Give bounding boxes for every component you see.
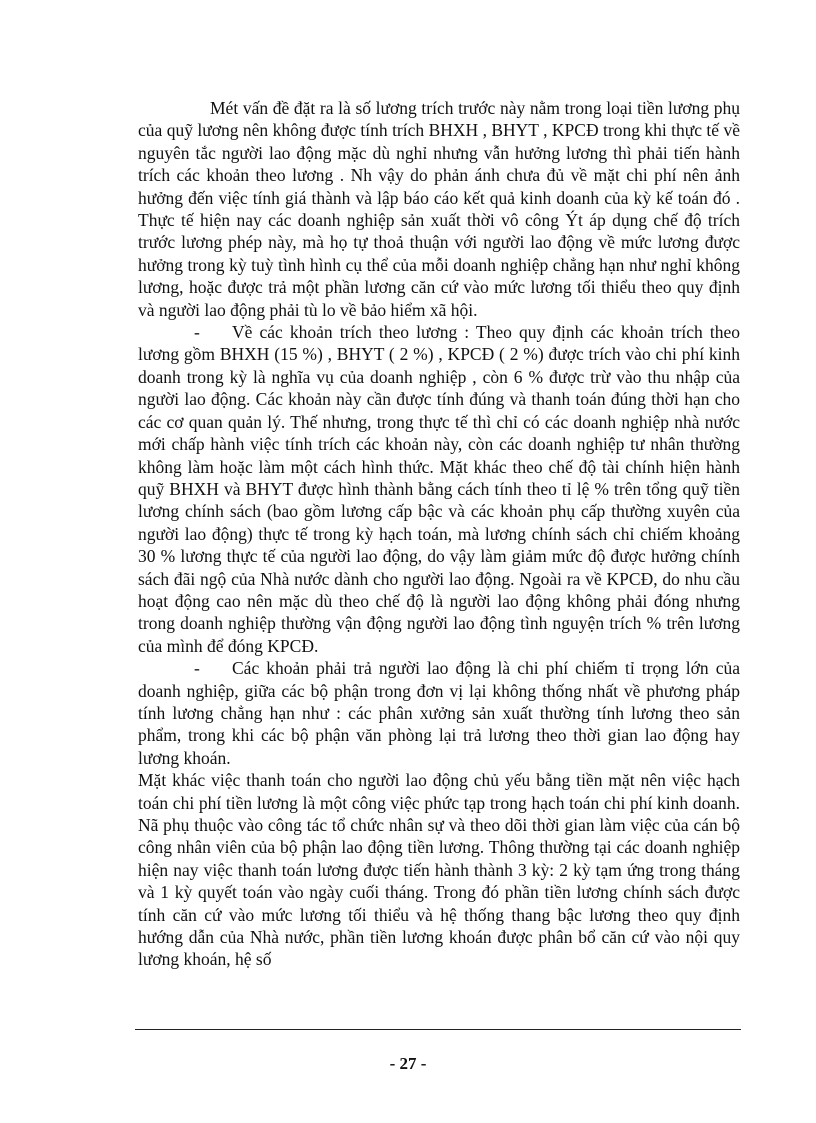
paragraph-4: Mặt khác việc thanh toán cho người lao động chủ yếu bằng tiền mặt nên việc hạch toán chi phí tiền lương là một công việc phức tạp trong hạch toán chi phí kinh doanh. Nã phụ thuộc vào công tác tổ chức nhân sự và theo dõi thời gian làm việc của cán bộ công nhân viên của bộ phận lao động tiền lương. Thông thường tại các doanh nghiệp hiện nay việc thanh toán lương được tiến hành thành 3 kỳ: 2 kỳ tạm ứng trong tháng và 1 kỳ quyết toán vào ngày cuối tháng. Trong đó phần tiền lương chính sách được tính căn cứ vào mức lương tối thiểu và hệ thống thang bậc lương theo quy định hướng dẫn của Nhà nước, phần tiền lương khoán được phân bổ căn cứ vào nội quy lương khoán, hệ số (138, 770, 740, 970)
footer-rule (135, 1029, 741, 1030)
body-text (138, 97, 740, 971)
bullet-dash: - (194, 658, 200, 679)
paragraph-3-text: Các khoản phải trả người lao động là chi phí chiếm tỉ trọng lớn của doanh nghiệp, giữa các bộ phận trong đơn vị lại không thống nhất về phương pháp tính lương chẳng hạn như : các phân xưởng sản xuất thường tính lương theo sản phẩm, trong khi các bộ phận văn phòng lại trả lương theo thời gian lao động hay lương khoán. (138, 658, 740, 768)
paragraph-2-text: Về các khoản trích theo lương : Theo quy định các khoản trích theo lương gồm BHXH (15 %) , BHYT ( 2 %) , KPCĐ ( 2 %) được trích vào chi phí kinh doanh trong kỳ là nghĩa vụ của doanh nghiệp , còn 6 % được trừ vào thu nhập của người lao động. Các khoản này cần được tính đúng và thanh toán đúng thời hạn cho các cơ quan quản lý. Thế nhưng, trong thực tế thì chỉ có các doanh nghiệp nhà nước mới chấp hành việc tính trích các khoản này, còn các doanh nghiệp tư nhân thường không làm hoặc làm một cách hình thức. Mặt khác theo chế độ tài chính hiện hành quỹ BHXH và BHYT được hình thành bằng cách tính theo tỉ lệ % trên tổng quỹ tiền lương chính sách (bao gồm lương cấp bậc và các khoản phụ cấp thường xuyên của người lao động) thực tế trong kỳ hạch toán, mà lương chính sách chỉ chiếm khoảng 30 % lương thực tế của người lao động, do vậy làm giảm mức độ được hưởng chính sách đãi ngộ của Nhà nước dành cho người lao động. Ngoài ra về KPCĐ, do nhu cầu hoạt động cao nên mặc dù theo chế độ là người lao động không phải đóng nhưng trong doanh nghiệp thường vận động người lao động tình nguyện trích % trên lương của mình để đóng KPCĐ. (138, 322, 740, 656)
paragraph-2 (138, 321, 740, 657)
page-number: - 27 - (389, 1054, 427, 1073)
paragraph-1: Mét vấn đề đặt ra là số lương trích trước này nằm trong loại tiền lương phụ của quỹ lương nên không được tính trích BHXH , BHYT , KPCĐ trong khi thực tế về nguyên tắc người lao động mặc dù nghỉ nhưng vẫn hưởng lương thì phải tiến hành trích các khoản theo lương . Nh vậy do phản ánh chưa đủ về mặt chi phí nên ảnh hưởng đến việc tính giá thành và lập báo cáo kết quả kinh doanh của kỳ kế toán đó . Thực tế hiện nay các doanh nghiệp sản xuất thời vô công Ýt áp dụng chế độ trích trước lương phép này, mà họ tự thoả thuận với người lao động về mức lương được hưởng trong kỳ tuỳ tình hình cụ thể của mỗi doanh nghiệp chẳng hạn như nghỉ không lương, hoặc được trả một phần lương căn cứ vào mức lương tối thiểu theo quy định và người lao động phải tù lo về bảo hiểm xã hội. (138, 98, 740, 320)
bullet-dash: - (194, 322, 200, 343)
paragraph-3 (138, 657, 740, 769)
